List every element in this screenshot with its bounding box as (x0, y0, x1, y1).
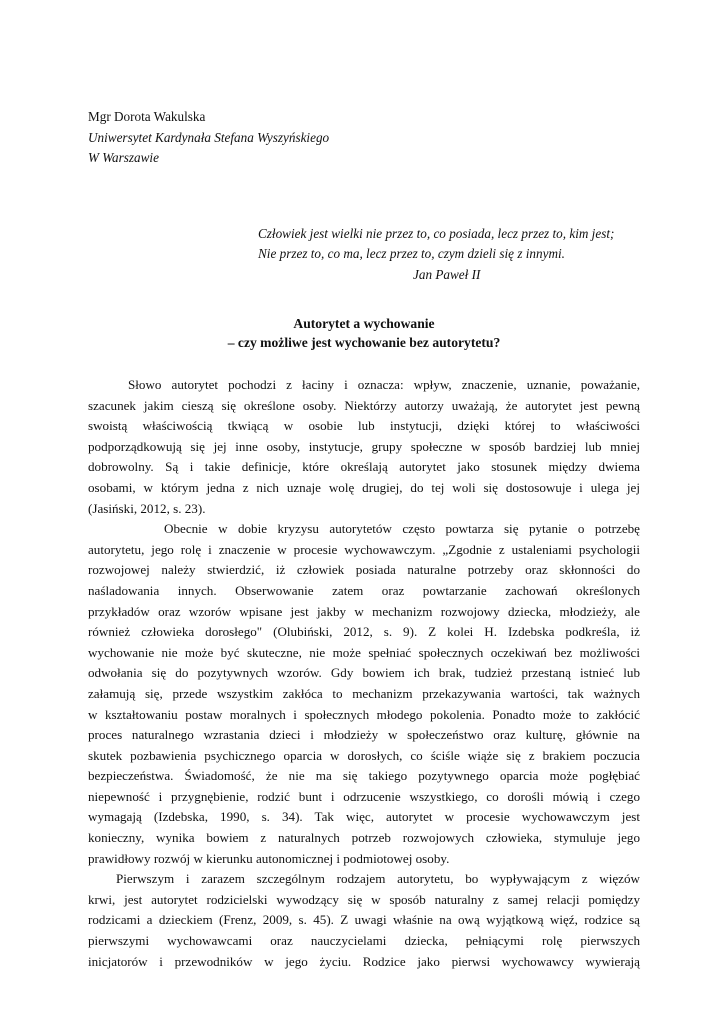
author-city: W Warszawie (88, 150, 159, 165)
title-line-2: – czy możliwe jest wychowanie bez autorytetu? (227, 335, 501, 350)
text-line: Słowo autorytet pochodzi z łaciny i oznacza: wpływ, znaczenie, uznanie, poważanie, (128, 377, 640, 392)
text-line: krwi, jest autorytet rodzicielski wywodzący się w sposób naturalny z samej relacji pomiędzy (88, 891, 640, 907)
text-line: bezpieczeństwa. Świadomość, że nie ma się takiego pozytywnego oparcia może pogłębiać (88, 768, 640, 784)
text-line: wychowanie nie może być skuteczne, nie może spełniać społecznych oczekiwań bez możliwości (88, 644, 640, 660)
text-line: niepewność i przygnębienie, rodzić bunt i odrzucenie wszystkiego, co dorośli mówią i czego (88, 788, 640, 804)
text-line: podporządkowują się jej inne osoby, instytucje, grupy społeczne w sposób bardziej lub mniej (88, 438, 640, 454)
text-line: swoistą właściwością tkwiącą w osobie lub instytucji, dzięki której to właściwości (88, 418, 640, 434)
text-line: Obecnie w dobie kryzysu autorytetów często powtarza się pytanie o potrzebę (164, 521, 640, 537)
text-line: załamują się, przede wszystkim zakłóca to mechanizm przekazywania wartości, tak ważnych (88, 685, 640, 701)
text-line: dobrowolny. Są i takie definicje, które określają autorytet jako stosunek między dwiema (88, 459, 640, 475)
document-body (88, 375, 640, 972)
text-line: w kształtowaniu postaw moralnych i społecznych młodego pokolenia. Ponadto może to zakłócić (88, 706, 640, 722)
author-university: Uniwersytet Kardynała Stefana Wyszyńskiego (88, 129, 330, 145)
text-line: skutek pozbawienia psychicznego oparcia w dorosłych, co ściśle wiąże się z brakiem poczucia (88, 747, 640, 763)
text-line: autorytetu, jego rolę i znaczenie w procesie wychowawczym. „Zgodnie z ustaleniami psychologii (88, 541, 640, 557)
text-line: prawidłowy rozwój w kierunku autonomicznej i podmiotowej osoby. (88, 850, 450, 866)
text-line: rodzicami a dzieckiem (Frenz, 2009, s. 45). Z uwagi właśnie na ową wyjątkową więź, rodzice są (88, 912, 640, 928)
motto-attribution: Jan Paweł II (413, 266, 481, 282)
text-line: konieczny, wynika bowiem z naturalnych potrzeb rozwojowych człowieka, stymuluje jego (88, 830, 640, 846)
paragraph-1 (88, 375, 640, 519)
title-line-1: Autorytet a wychowanie (293, 316, 435, 331)
text-line: odwołania się do pozytywnych wzorów. Gdy bowiem ich brak, tudzież przestaną istnieć lub (88, 665, 640, 681)
text-line: Pierwszym i zarazem szczególnym rodzajem autorytetu, bo wypływającym z więzów (116, 871, 640, 887)
text-line: naśladowania innych. Obserwowanie zatem oraz powtarzanie zachowań określonych (88, 582, 640, 598)
motto (258, 224, 640, 286)
author-block (88, 107, 640, 169)
paragraph-2 (88, 519, 640, 869)
text-line: proces naturalnego wzrastania dzieci i młodzieży w społeczeństwo oraz kulturę, głównie na (88, 727, 640, 743)
document-title (88, 314, 640, 352)
author-name: Mgr Dorota Wakulska (88, 109, 206, 124)
text-line: pierwszymi wychowawcami oraz nauczycielami dziecka, pełniącymi rolę pierwszych (88, 933, 640, 949)
text-line: również człowieka dorosłego" (Olubiński, 2012, s. 9). Z kolei H. Izdebska podkreśla, iż (88, 624, 640, 640)
text-line: inicjatorów i przewodników w jego życiu. Rodzice jako pierwsi wychowawcy wywierają (88, 953, 640, 969)
text-line: przykładów oraz wzorów wpisane jest jakby w mechanizm rozwojowy dziecka, młodzieży, ale (88, 603, 640, 619)
text-line: rozwojowej należy stwierdzić, iż człowiek posiada naturalne potrzeby oraz skłonności do (88, 562, 640, 578)
text-line: szacunek jakim cieszą się określone osoby. Niektórzy autorzy uważają, że autorytet jest pewną (88, 397, 640, 413)
text-line: (Jasiński, 2012, s. 23). (88, 500, 206, 516)
motto-line-1: Człowiek jest wielki nie przez to, co posiada, lecz przez to, kim jest; (258, 225, 615, 241)
document-page (88, 107, 640, 972)
text-line: wymagają (Izdebska, 1990, s. 34). Tak więc, autorytet w procesie wychowawczym jest (88, 809, 640, 825)
paragraph-3 (88, 869, 640, 972)
motto-line-2: Nie przez to, co ma, lecz przez to, czym dzieli się z innymi. (258, 246, 565, 261)
text-line: osobami, w którym jedna z nich uznaje wolę drugiej, do tej woli się dostosowuje i ulega jej (88, 479, 640, 495)
